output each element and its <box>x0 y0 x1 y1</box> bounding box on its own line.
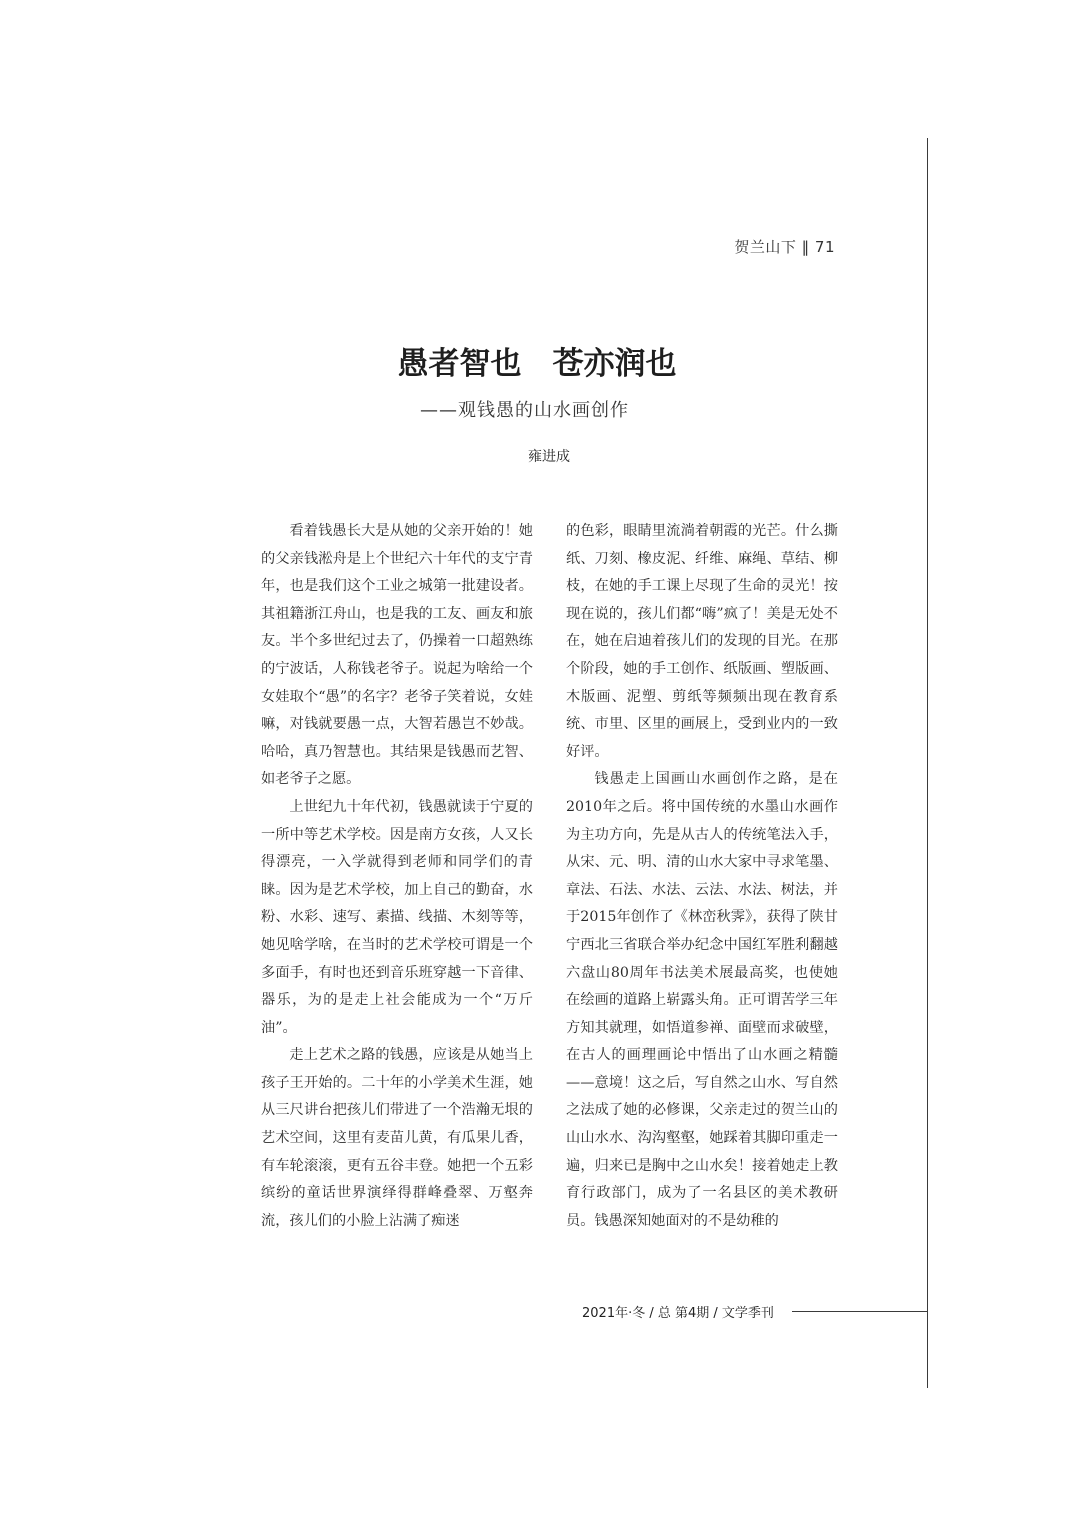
paragraph: 上世纪九十年代初，钱愚就读于宁夏的一所中等艺术学校。因是南方女孩，人又长得漂亮，一入学就得到老师和同学们的青睐。因为是艺术学校，加上自己的勤奋，水粉、水彩、速写、素描、线描、木刻等等，她见啥学啥，在当时的艺术学校可谓是一个多面手，有时也还到音乐班穿越一下音律、器乐，为的是走上社会能成为一个“万斤油”。 <box>261 798 533 1036</box>
paragraph: 的色彩，眼睛里流淌着朝霞的光芒。什么撕纸、刀刻、橡皮泥、纤维、麻绳、草结、柳枝，在她的手工课上尽现了生命的灵光！按现在说的，孩儿们都“嗨”疯了！美是无处不在，她在启迪着孩儿们的发现的目光。在那个阶段，她的手工创作、纸版画、塑版画、木版画、泥塑、剪纸等频频出现在教育系统、市里、区里的画展上，受到业内的一致好评。 <box>566 523 838 760</box>
paragraph: 走上艺术之路的钱愚，应该是从她当上孩子王开始的。二十年的小学美术生涯，她从三尺讲台把孩儿们带进了一个浩瀚无垠的艺术空间，这里有麦苗儿黄，有瓜果儿香，有车轮滚滚，更有五谷丰登。她把一个五彩缤纷的童话世界演绎得群峰叠翠、万壑奔流，孩儿们的小脸上沾满了痴迷 <box>261 1047 533 1229</box>
paragraph: 看着钱愚长大是从她的父亲开始的！她的父亲钱淞舟是上个世纪六十年代的支宁青年，也是我们这个工业之城第一批建设者。其祖籍浙江舟山，也是我的工友、画友和旅友。半个多世纪过去了，仍操着一口超熟练的宁波话，人称钱老爷子。说起为啥给一个女娃取个“愚”的名字？老爷子笑着说，女娃嘛，对钱就要愚一点，大智若愚岂不妙哉。哈哈，真乃智慧也。其结果是钱愚而艺智、如老爷子之愿。 <box>261 523 533 788</box>
running-head: 贺兰山下 ‖ 71 <box>734 238 835 256</box>
article-title: 愚者智也 苍亦润也 <box>397 346 677 382</box>
footer-issue-line: 2021年·冬 / 总 第4期 / 文学季刊 <box>582 1306 774 1321</box>
footer-rule <box>792 1311 927 1312</box>
left-column <box>261 518 533 1235</box>
paragraph: 钱愚走上国画山水画创作之路，是在2010年之后。将中国传统的水墨山水画作为主功方向，先是从古人的传统笔法入手，从宋、元、明、清的山水大家中寻求笔墨、章法、石法、水法、云法、水法、树法，并于2015年创作了《林峦秋霁》，获得了陕甘宁西北三省联合举办纪念中国红军胜利翻越六盘山80周年书法美术展最高奖，也使她在绘画的道路上崭露头角。正可谓苦学三年方知其就理，如悟道参禅、面壁而求破壁，在古人的画理画论中悟出了山水画之精髓——意境！这之后，写自然之山水、写自然之法成了她的必修课，父亲走过的贺兰山的山山水水、沟沟壑壑，她踩着其脚印重走一遍，归来已是胸中之山水矣！接着她走上教育行政部门，成为了一名县区的美术教研员。钱愚深知她面对的不是幼稚的 <box>566 771 838 1229</box>
right-column <box>566 518 838 1235</box>
article-author: 雍进成 <box>528 449 570 465</box>
article-subtitle: ——观钱愚的山水画创作 <box>420 400 629 421</box>
page-edge-rule <box>927 138 928 1388</box>
